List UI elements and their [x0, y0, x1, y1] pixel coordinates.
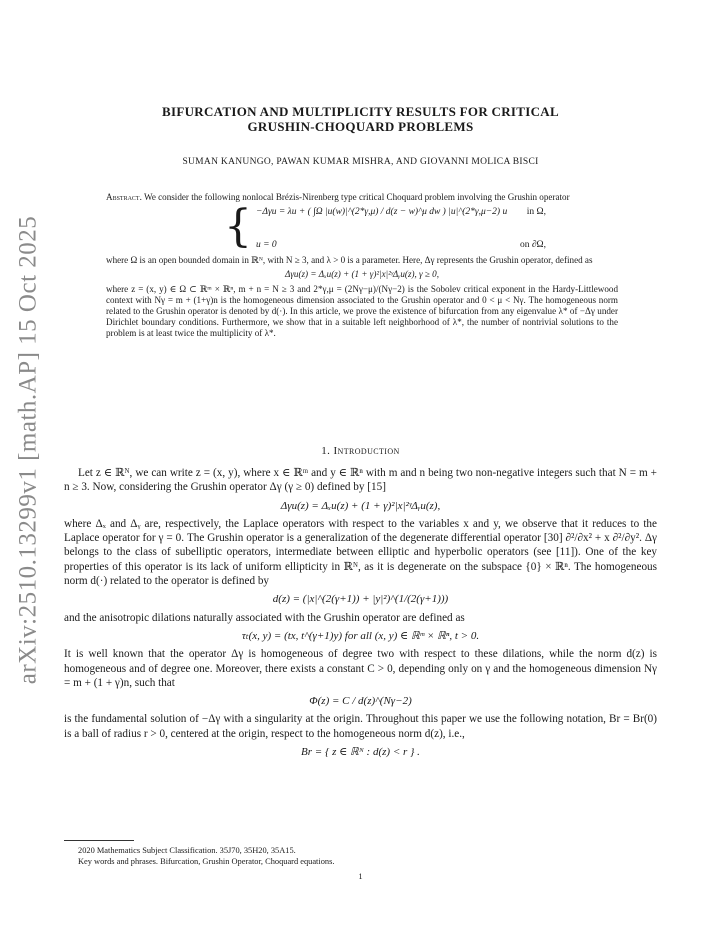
page-number: 1 — [358, 871, 363, 881]
abstract-intro: We consider the following nonlocal Brézis-Nirenberg type critical Choquard problem involving the Grushin operator — [143, 192, 570, 202]
equation-norm: d(z) = (|x|^(2(γ+1)) + |y|²)^(1/(2(γ+1))) — [272, 593, 449, 606]
abstract — [106, 192, 618, 340]
footnotes — [78, 845, 638, 867]
abstract-grushin-equation: Δγu(z) = Δₓu(z) + (1 + γ)²|x|²ᵞΔᵧu(z), γ ≥ 0, — [284, 269, 439, 280]
section-heading — [64, 445, 657, 457]
body-paragraph-5: is the fundamental solution of −Δγ with a singularity at the origin. Throughout this paper we use the following notation, Br = Br(0) is a ball of radius r > 0, centered at the origin, respect to the homogeneous norm d(z), i.e., — [64, 713, 657, 740]
equation-fundamental-solution: Φ(z) = C / d(z)^(Nγ−2) — [309, 695, 412, 708]
body-paragraph-1: Let z ∈ ℝᴺ, we can write z = (x, y), where x ∈ ℝᵐ and y ∈ ℝⁿ with m and n being two non-negative integers such that N = m + n ≥ 3. Now, considering the Grushin operator Δγ (γ ≥ 0) defined by [15] — [64, 467, 657, 494]
equation-dilations: τₜ(x, y) = (tx, t^(γ+1)y) for all (x, y) ∈ ℝᵐ × ℝⁿ, t > 0. — [241, 629, 480, 642]
footnote-keywords: Key words and phrases. Bifurcation, Grushin Operator, Choquard equations. — [78, 857, 335, 866]
arxiv-sidebar-stamp — [8, 215, 48, 685]
body-paragraph-4: It is well known that the operator Δγ is homogeneous of degree two with respect to these dilations, while the norm d(z) is homogeneous and of degree one. Moreover, there exists a constant C > 0, depending only on γ and the homogeneous dimension Nγ = m + (1 + γ)n, such that — [64, 648, 657, 689]
arxiv-id-text: arXiv:2510.13299v1 [math.AP] 15 Oct 2025 — [14, 215, 41, 685]
section-title: 1. Introduction — [321, 445, 400, 457]
paper-title — [64, 104, 657, 134]
system-condition-2: on ∂Ω, — [519, 240, 546, 250]
title-line-2: GRUSHIN-CHOQUARD PROBLEMS — [247, 119, 474, 134]
system-brace: { — [224, 201, 252, 253]
title-line-1: BIFURCATION AND MULTIPLICITY RESULTS FOR CRITICAL — [162, 104, 559, 119]
abstract-paragraph-2: where z = (x, y) ∈ Ω ⊂ ℝᵐ × ℝⁿ, m + n = N ≥ 3 and 2*γ,μ = (2Nγ−μ)/(Nγ−2) is the Sobolev critical exponent in the Hardy-Littlewood context with Nγ = m + (1+γ)n is the homogeneous dimension associated to the Grushin operator and 0 < μ < Nγ. The homogeneous norm related to the Grushin operator is denoted by d(·). In this article, we prove the existence of bifurcation from any eigenvalue λ* of −Δγ under Dirichlet boundary conditions. Furthermore, we show that in a suitable left neighborhood of λ*, the number of nontrivial solutions to the problem is at least twice the multiplicity of λ*. — [106, 283, 618, 339]
system-equation-1: −Δγu = λu + ( ∫Ω |u(w)|^(2*γ,μ) / d(z − w)^μ dw ) |u|^(2*γ,μ−2) u — [256, 207, 508, 218]
problem-system — [224, 201, 618, 253]
body-paragraph-2: where Δₓ and Δᵧ are, respectively, the Laplace operators with respect to the variables x and y, we observe that it reduces to the Laplace operator for γ = 0. The Grushin operator is a generalization of the degenerate differential operator [30] ∂²/∂x² + x ∂²/∂y². Δγ belongs to the class of subelliptic operators, intermediate between elliptic and hyperbolic operators (see [11]). One of the key properties of this operator is its lack of uniform ellipticity in ℝᴺ, as it is degenerate on the subspace {0} × ℝⁿ. The homogeneous norm d(·) related to the operator is defined by — [64, 517, 657, 588]
system-condition-1: in Ω, — [526, 207, 546, 218]
body-text — [64, 466, 657, 763]
abstract-label: Abstract. — [106, 192, 142, 202]
system-row-1 — [256, 207, 546, 218]
abstract-paragraph-1: where Ω is an open bounded domain in ℝᴺ, with N ≥ 3, and λ > 0 is a parameter. Here, Δγ represents the Grushin operator, defined as — [106, 255, 593, 266]
system-row-2 — [256, 240, 546, 251]
footnote-divider — [64, 840, 134, 841]
footnote-msc: 2020 Mathematics Subject Classification. 35J70, 35H20, 35A15. — [78, 846, 296, 855]
equation-ball: Br = { z ∈ ℝᴺ : d(z) < r } . — [301, 746, 420, 759]
author-list: SUMAN KANUNGO, PAWAN KUMAR MISHRA, AND GIOVANNI MOLICA BISCI — [182, 157, 539, 167]
equation-grushin: Δγu(z) = Δₓu(z) + (1 + γ)²|x|²ᵞΔᵧu(z), — [280, 499, 441, 512]
system-equation-2: u = 0 — [256, 240, 277, 250]
body-paragraph-3: and the anisotropic dilations naturally associated with the Grushin operator are defined as — [64, 611, 465, 624]
